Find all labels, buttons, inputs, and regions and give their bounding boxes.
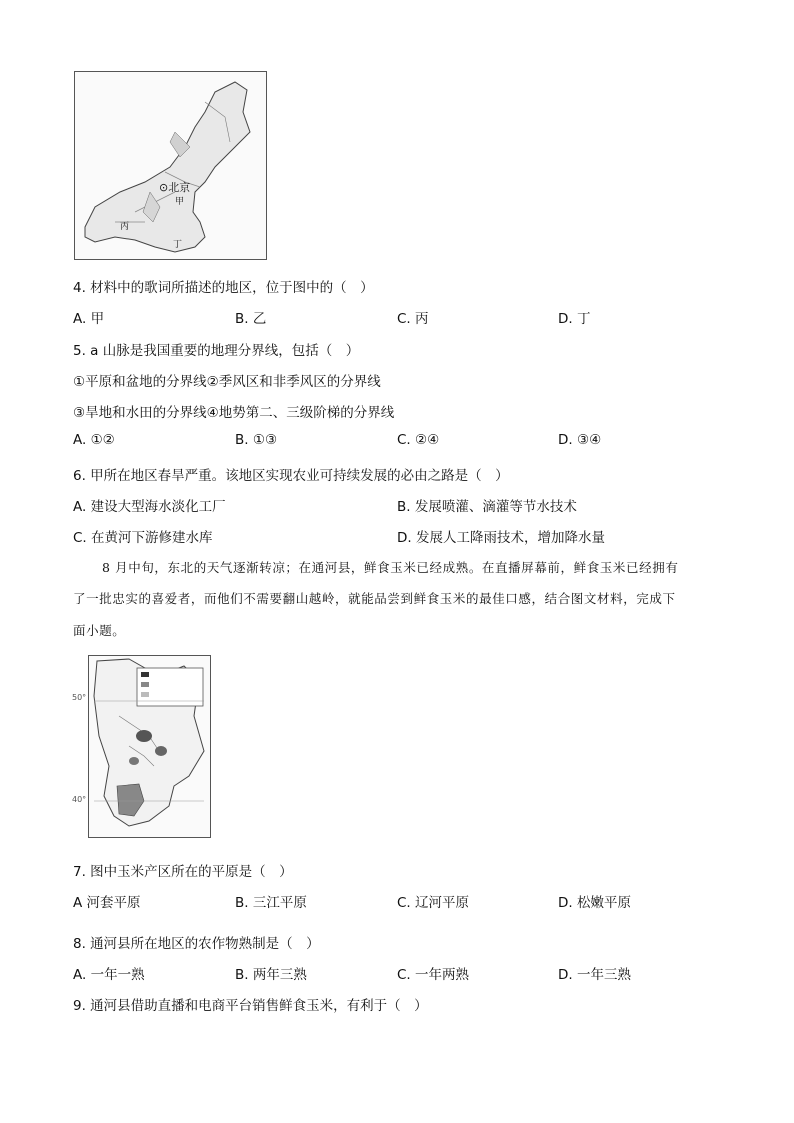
label-jia: 甲 <box>175 197 185 207</box>
q6-option-d[interactable]: D. 发展人工降雨技术，增加降水量 <box>397 530 605 546</box>
q4-option-a[interactable]: A. 甲 <box>73 311 105 327</box>
map-northeast-drawing <box>89 656 210 837</box>
map-northeast-china <box>88 655 211 838</box>
question-5-stem: 5. a 山脉是我国重要的地理分界线，包括（ ） <box>73 343 360 359</box>
q7-option-d[interactable]: D. 松嫩平原 <box>558 895 631 911</box>
q4-option-b[interactable]: B. 乙 <box>235 311 267 327</box>
question-7-stem: 7. 图中玉米产区所在的平原是（ ） <box>73 864 293 880</box>
question-8-stem: 8. 通河县所在地区的农作物熟制是（ ） <box>73 936 320 952</box>
q6-option-c[interactable]: C. 在黄河下游修建水库 <box>73 530 213 546</box>
q7-option-a[interactable]: A 河套平原 <box>73 895 141 911</box>
question-9-stem: 9. 通河县借助直播和电商平台销售鲜食玉米，有利于（ ） <box>73 998 428 1014</box>
passage-line-1: 8 月中旬，东北的天气逐渐转凉；在通河县，鲜食玉米已经成熟。在直播屏幕前，鲜食玉米已经拥有 <box>102 560 679 575</box>
q5-option-a[interactable]: A. ①② <box>73 432 115 448</box>
q7-option-b[interactable]: B. 三江平原 <box>235 895 307 911</box>
passage-line-3: 面小题。 <box>73 623 126 638</box>
question-6-stem: 6. 甲所在地区春旱严重。该地区实现农业可持续发展的必由之路是（ ） <box>73 468 509 484</box>
question-5-line1: ①平原和盆地的分界线②季风区和非季风区的分界线 <box>73 374 381 390</box>
q8-option-d[interactable]: D. 一年三熟 <box>558 967 631 983</box>
q7-option-c[interactable]: C. 辽河平原 <box>397 895 470 911</box>
q6-option-a[interactable]: A. 建设大型海水淡化工厂 <box>73 499 226 515</box>
q8-option-a[interactable]: A. 一年一熟 <box>73 967 145 983</box>
lat-label-top: 50° <box>72 693 87 702</box>
q6-option-b[interactable]: B. 发展喷灌、滴灌等节水技术 <box>397 499 577 515</box>
question-4-stem: 4. 材料中的歌词所描述的地区，位于图中的（ ） <box>73 280 374 296</box>
q4-option-c[interactable]: C. 丙 <box>397 311 429 327</box>
q5-option-d[interactable]: D. ③④ <box>558 432 602 448</box>
q5-option-c[interactable]: C. ②④ <box>397 432 440 448</box>
passage-line-2: 了一批忠实的喜爱者，而他们不需要翻山越岭，就能品尝到鲜食玉米的最佳口感，结合图文材料，完成下 <box>73 591 676 606</box>
label-beijing: ⊙北京 <box>159 181 191 194</box>
lat-label-bottom: 40° <box>72 795 87 804</box>
q8-option-b[interactable]: B. 两年三熟 <box>235 967 307 983</box>
q5-option-b[interactable]: B. ①③ <box>235 432 278 448</box>
question-5-line2: ③旱地和水田的分界线④地势第二、三级阶梯的分界线 <box>73 405 395 421</box>
label-bing: 丙 <box>120 222 130 232</box>
map-china-east <box>74 71 267 260</box>
q8-option-c[interactable]: C. 一年两熟 <box>397 967 470 983</box>
q4-option-d[interactable]: D. 丁 <box>558 311 591 327</box>
label-ding: 丁 <box>173 240 183 250</box>
map-china-east-drawing <box>75 72 266 259</box>
